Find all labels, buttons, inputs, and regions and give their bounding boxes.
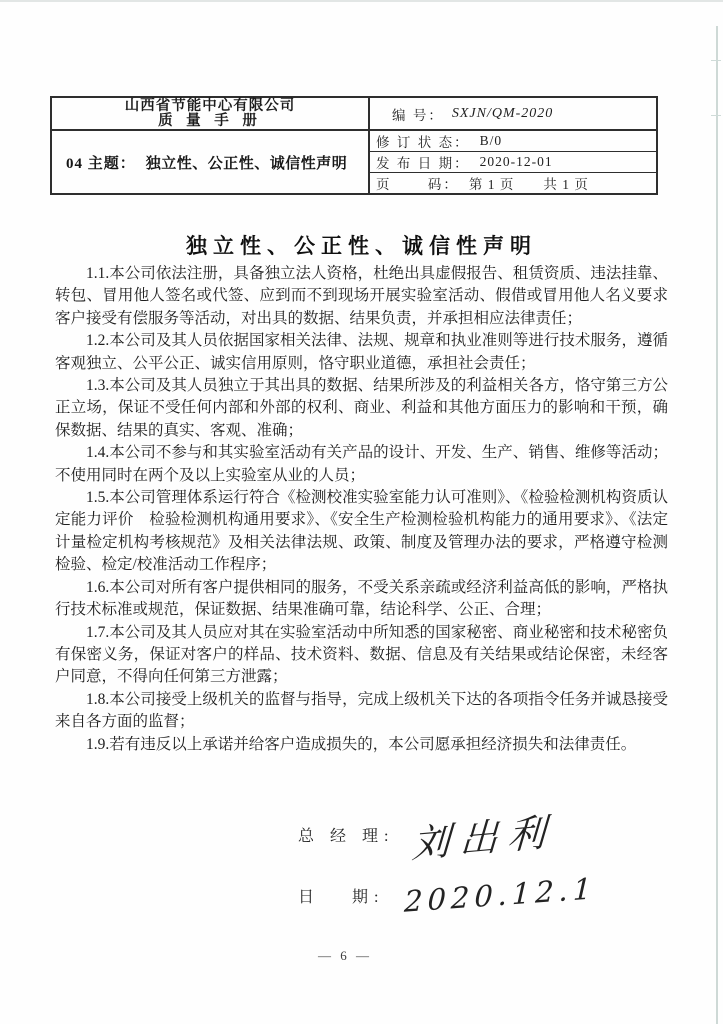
company-title-cell [52, 98, 370, 129]
general-manager-label: 总 经 理: [298, 827, 395, 845]
general-manager-signature: 刘出利 [410, 809, 557, 866]
signature-block [298, 806, 628, 920]
revision-meta-row [370, 152, 656, 173]
doc-number-label: 编 号： [392, 107, 444, 123]
declaration-paragraph: 1.2.本公司及其人员依据国家相关法律、法规、规章和执业准则等进行技术服务，遵循客观独立、公平公正、诚实信用原则，恪守职业道德，承担社会责任； [55, 332, 668, 372]
revision-meta-row [370, 131, 656, 152]
page-number: — 6 — [318, 948, 372, 963]
meta-value: B/0 [479, 133, 503, 148]
meta-value: 2020-12-01 [479, 154, 553, 169]
scan-edge-tick [711, 115, 721, 116]
declaration-paragraph: 1.5.本公司管理体系运行符合《检测校准实验室能力认可准则》、《检验检测机构资质认定能力评价 检验检测机构通用要求》、《安全生产检测检验机构能力的通用要求》、《法定计量检定机构考核规范》及相关法律法规、政策、制度及管理办法的要求，严格遵守检测检验、检定/校准活动工作程序； [55, 489, 668, 574]
meta-label: 发 布 日 期： [376, 156, 470, 171]
date-handwritten-value: 2020.12.1 [403, 871, 597, 919]
revision-meta-cell [370, 131, 656, 193]
company-name: 山西省节能中心有限公司 [124, 97, 296, 114]
scan-edge-right [716, 26, 718, 1024]
subject-label: 04 主题： [66, 155, 136, 172]
declaration-paragraph: 1.3.本公司及其人员独立于其出具的数据、结果所涉及的利益相关各方，恪守第三方公正立场，保证不受任何内部和外部的权利、商业、利益和其他方面压力的影响和干预，确保数据、结果的真实、客观、准确； [55, 377, 668, 439]
revision-meta-row [370, 173, 656, 193]
header-row-top [52, 98, 656, 131]
subject-value: 独立性、公正性、诚信性声明 [145, 155, 348, 172]
declaration-title: 独立性、公正性、诚信性声明 [186, 234, 537, 258]
header-row-bottom [52, 131, 656, 193]
declaration-paragraph: 1.1.本公司依法注册，具备独立法人资格，杜绝出具虚假报告、租赁资质、违法挂靠、转包、冒用他人签名或代签、应到而不到现场开展实验室活动、假借或冒用他人名义要求客户接受有偿服务等活动，对出具的数据、结果负责，并承担相应法律责任； [55, 265, 668, 327]
scan-edge-top [0, 0, 723, 2]
declaration-body [55, 263, 668, 756]
manual-title: 质 量 手 册 [158, 112, 262, 129]
doc-number-value: SXJN/QM-2020 [451, 105, 554, 121]
declaration-paragraph: 1.6.本公司对所有客户提供相同的服务，不受关系亲疏或经济利益高低的影响，严格执行技术标准或规范，保证数据、结果准确可靠，结论科学、公正、合理； [55, 578, 668, 619]
subject-cell [52, 131, 370, 193]
declaration-paragraph: 1.9.若有违反以上承诺并给客户造成损失的，本公司愿承担经济损失和法律责任。 [86, 735, 637, 753]
meta-value: 第 1 页 共 1 页 [468, 177, 589, 192]
declaration-paragraph: 1.4.本公司不参与和其实验室活动有关产品的设计、开发、生产、销售、维修等活动；不使用同时在两个及以上实验室从业的人员； [55, 444, 668, 484]
declaration-paragraph: 1.7.本公司及其人员应对其在实验室活动中所知悉的国家秘密、商业秘密和技术秘密负有保密义务，保证对客户的样品、技术资料、数据、信息及有关结果或结论保密，未经客户同意，不得向任何第三方泄露； [55, 623, 668, 686]
declaration-paragraph: 1.8.本公司接受上级机关的监督与指导，完成上级机关下达的各项指令任务并诚恳接受来自各方面的监督； [55, 690, 668, 731]
date-label: 日 期: [298, 888, 385, 906]
doc-number-cell [370, 98, 656, 129]
header-table [50, 96, 658, 195]
meta-label: 修 订 状 态： [376, 135, 470, 150]
meta-label: 页 码： [376, 177, 459, 192]
scan-edge-tick [711, 60, 721, 61]
